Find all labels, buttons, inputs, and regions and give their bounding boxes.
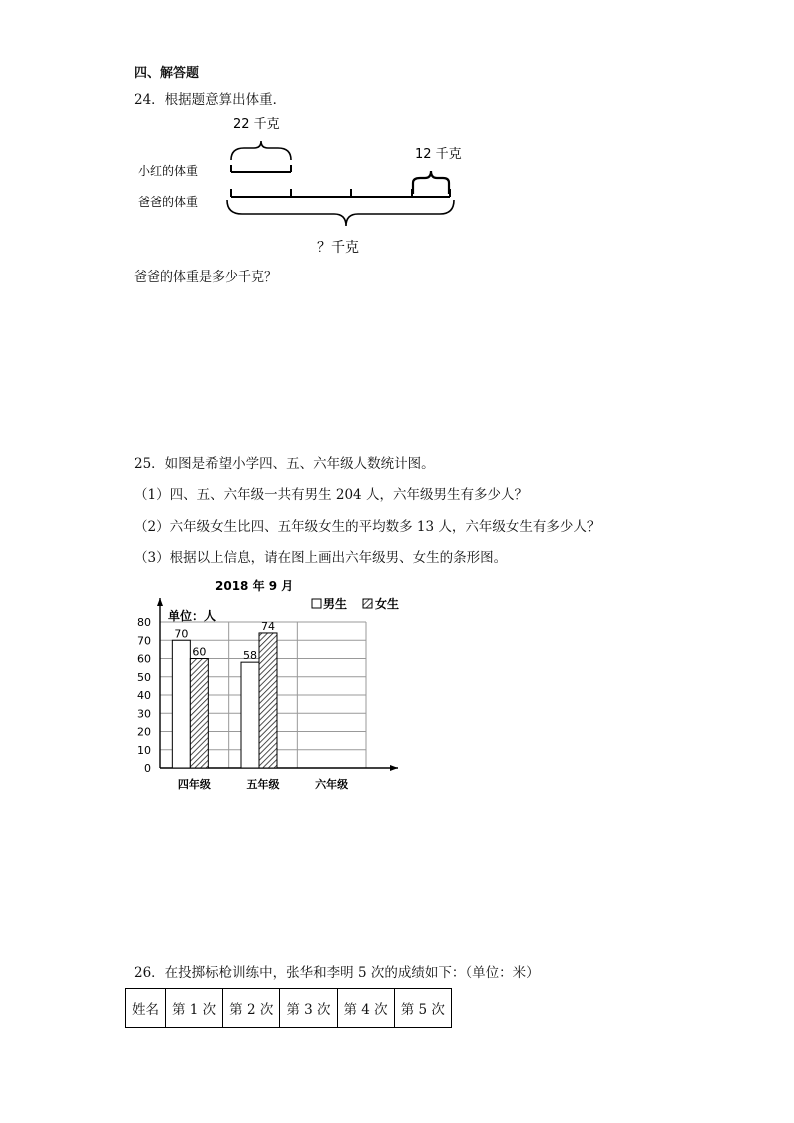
y-tick-label: 70 bbox=[137, 634, 151, 648]
legend-swatch-girls bbox=[363, 599, 372, 608]
y-tick-label: 0 bbox=[144, 762, 151, 775]
row-label-xiaohong: 小红的体重 bbox=[138, 164, 199, 178]
y-axis-arrow bbox=[157, 598, 163, 606]
baba-segment bbox=[231, 189, 450, 197]
header-cell-name: 姓名 bbox=[126, 989, 166, 1028]
y-tick-label: 30 bbox=[137, 707, 151, 721]
data-label: 74 bbox=[261, 619, 275, 633]
y-tick-label: 40 bbox=[137, 689, 151, 702]
brace-22kg bbox=[231, 141, 291, 160]
q25-question: 25．如图是希望小学四、五、六年级人数统计图。 bbox=[134, 456, 435, 472]
label-unknown-kg: ？千克 bbox=[317, 240, 359, 256]
chart-title: 2018 年 9 月 bbox=[215, 579, 294, 593]
data-label: 70 bbox=[174, 627, 189, 641]
bar-boys-0 bbox=[172, 640, 190, 768]
legend-swatch-boys bbox=[312, 599, 321, 608]
section-title: 四、解答题 bbox=[134, 66, 200, 81]
grade-bar-chart bbox=[130, 572, 420, 800]
x-tick-label: 五年级 bbox=[246, 778, 280, 791]
q25-sub3: （3）根据以上信息，请在图上画出六年级男、女生的条形图。 bbox=[134, 550, 508, 566]
q25-sub1: （1）四、五、六年级一共有男生 204 人，六年级男生有多少人？ bbox=[134, 487, 528, 503]
header-cell-1: 第 1 次 bbox=[166, 989, 223, 1028]
y-tick-label: 60 bbox=[137, 652, 151, 666]
data-label: 60 bbox=[192, 645, 207, 659]
x-tick-label: 六年级 bbox=[315, 778, 349, 791]
legend-label-girls: 女生 bbox=[375, 597, 400, 611]
label-12kg: 12 千克 bbox=[415, 147, 462, 162]
y-tick-label: 80 bbox=[137, 616, 151, 629]
bar-boys-1 bbox=[241, 662, 259, 768]
header-cell-3: 第 3 次 bbox=[280, 989, 337, 1028]
x-tick-label: 四年级 bbox=[177, 778, 211, 791]
q26-question: 26．在投掷标枪训练中，张华和李明 5 次的成绩如下：（单位：米） bbox=[134, 965, 540, 981]
q24-weight-diagram bbox=[120, 108, 480, 263]
y-tick-label: 10 bbox=[137, 743, 151, 757]
y-tick-label: 20 bbox=[137, 725, 151, 739]
q25-sub2: （2）六年级女生比四、五年级女生的平均数多 13 人，六年级女生有多少人？ bbox=[134, 519, 601, 535]
header-cell-2: 第 2 次 bbox=[223, 989, 280, 1028]
chart-unit-label: 单位：人 bbox=[168, 609, 217, 623]
xiaohong-segment bbox=[231, 165, 291, 172]
q24-ask: 爸爸的体重是多少千克？ bbox=[134, 270, 278, 285]
brace-bottom bbox=[227, 200, 454, 226]
score-table bbox=[125, 988, 452, 1028]
header-cell-4: 第 4 次 bbox=[337, 989, 394, 1028]
brace-12kg bbox=[413, 171, 449, 194]
row-label-baba: 爸爸的体重 bbox=[138, 195, 199, 209]
chart-legend bbox=[312, 596, 399, 611]
q24-question: 24．根据题意算出体重． bbox=[134, 92, 287, 108]
chart-bars bbox=[172, 633, 277, 768]
header-cell-5: 第 5 次 bbox=[394, 989, 451, 1028]
label-22kg: 22 千克 bbox=[233, 117, 280, 132]
bar-girls-0 bbox=[190, 659, 208, 769]
y-tick-label: 50 bbox=[137, 670, 151, 684]
x-axis-arrow bbox=[390, 765, 398, 771]
bar-girls-1 bbox=[259, 633, 277, 768]
legend-label-boys: 男生 bbox=[323, 597, 348, 611]
data-label: 58 bbox=[243, 649, 257, 663]
score-table-header-row bbox=[126, 989, 452, 1028]
